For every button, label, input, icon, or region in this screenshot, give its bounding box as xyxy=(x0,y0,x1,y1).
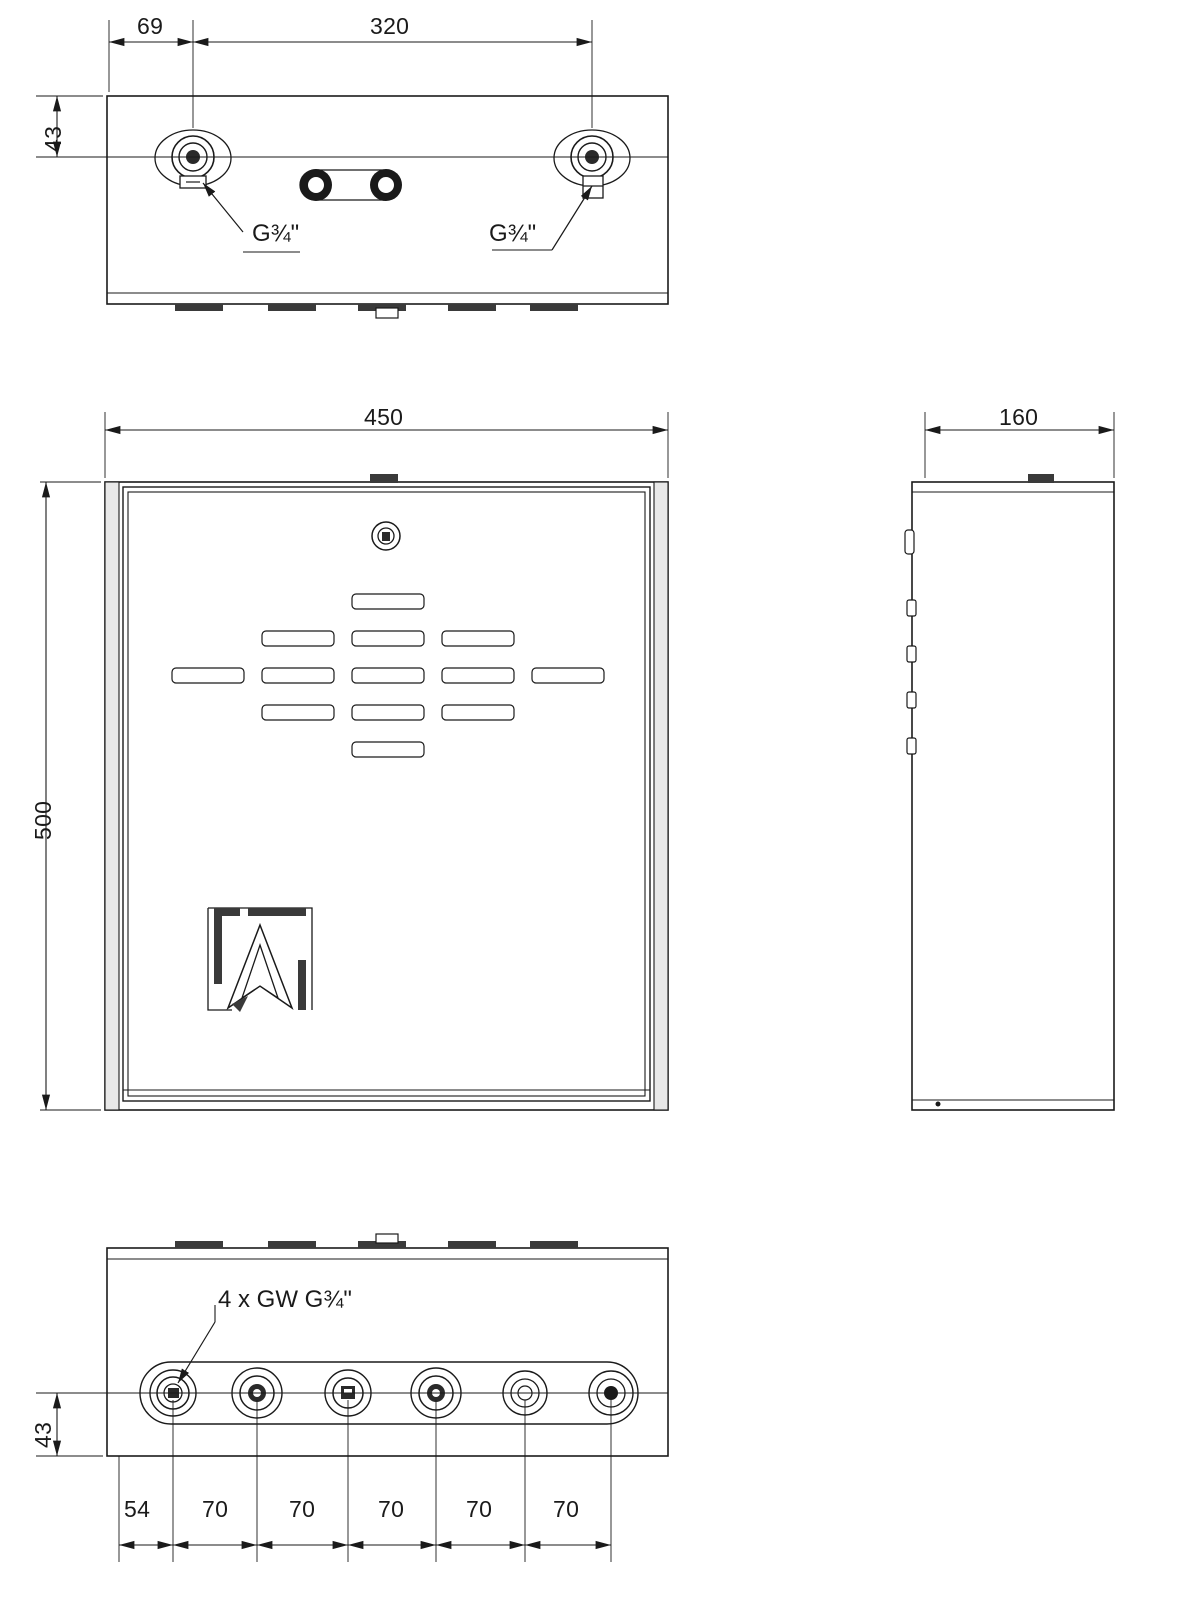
side-view-body xyxy=(905,474,1114,1110)
dim-label-spacing-1: 70 xyxy=(202,1496,229,1522)
dim-label-spacing-3: 70 xyxy=(378,1496,405,1522)
dim-label-spacing-5: 70 xyxy=(553,1496,580,1522)
dim-label-top-offset: 69 xyxy=(137,13,164,39)
top-view-body xyxy=(40,96,668,318)
dim-label-top-height: 43 xyxy=(40,125,66,152)
dim-label-spacing-4: 70 xyxy=(466,1496,493,1522)
front-view-body xyxy=(105,474,668,1110)
bottom-callout: 4 x GW G¾" xyxy=(218,1286,352,1313)
thread-label-right: G¾" xyxy=(489,220,537,247)
bottom-view-body xyxy=(40,1234,668,1456)
dim-label-spacing-2: 70 xyxy=(289,1496,316,1522)
dim-label-spacing-0: 54 xyxy=(124,1496,151,1522)
dim-label-top-span: 320 xyxy=(370,13,410,39)
dim-label-front-width: 450 xyxy=(364,404,404,430)
dim-label-bottom-height: 43 xyxy=(30,1421,56,1448)
dim-label-side-depth: 160 xyxy=(999,404,1039,430)
thread-label-left: G¾" xyxy=(252,220,300,247)
dim-label-front-height: 500 xyxy=(30,800,56,840)
dim-front-500 xyxy=(40,482,101,1110)
